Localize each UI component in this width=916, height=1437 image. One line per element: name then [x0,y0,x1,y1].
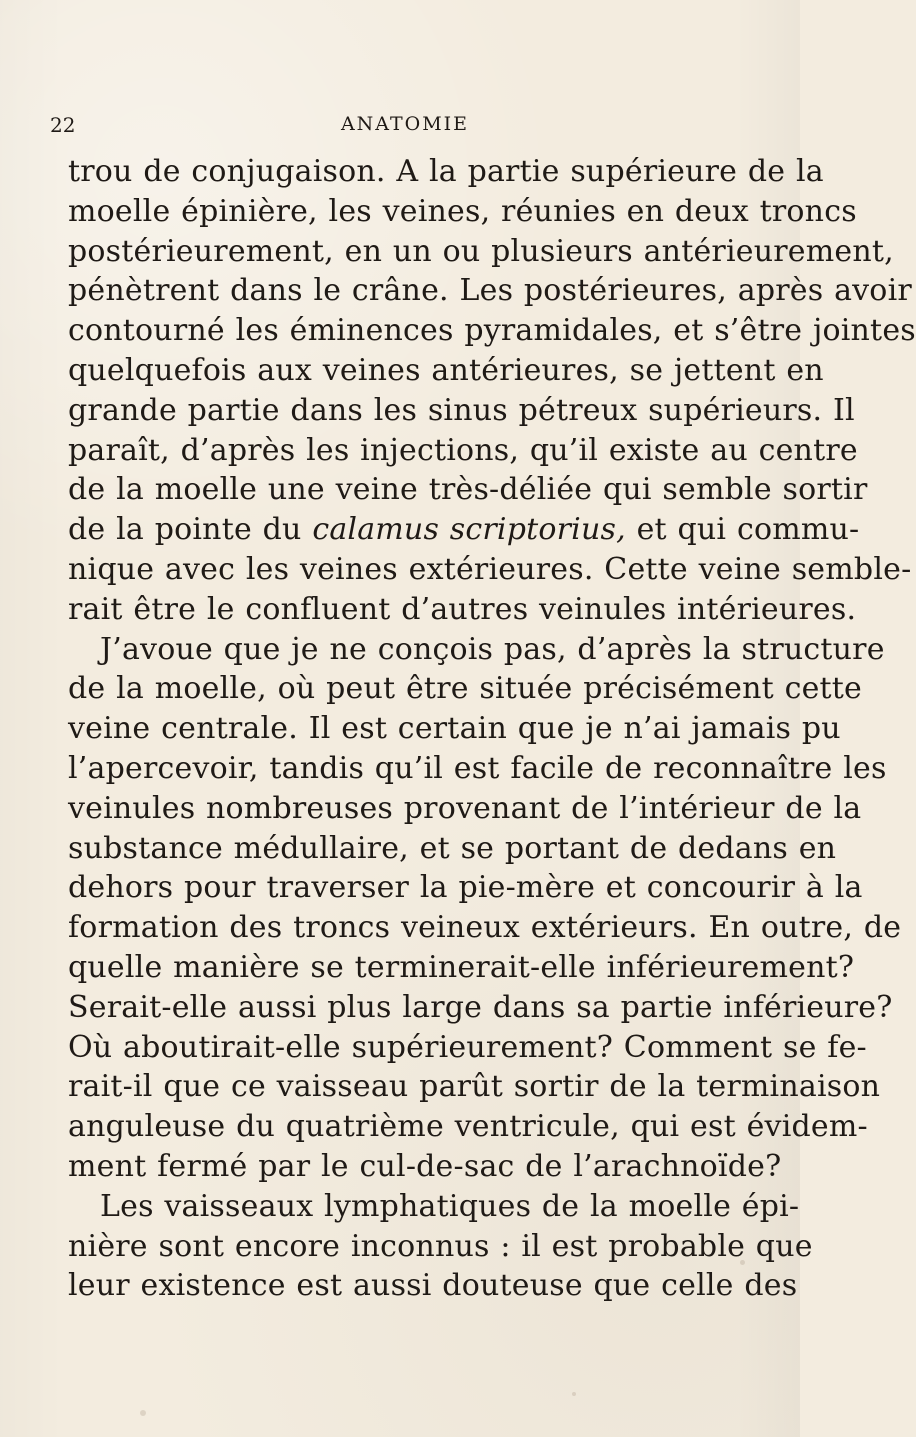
text-line-10 [68,510,860,550]
text-line-6: quelquefois aux veines antérieures, se jettent en [68,352,824,388]
text-line-15: veine centrale. Il est certain que je n’ai jamais pu [68,711,841,747]
text-line-10-italic: calamus scriptorius, [312,512,626,548]
text-line-21: quelle manière se terminerait-elle inférieurement? [68,949,855,985]
text-line-5: contourné les éminences pyramidales, et s’être jointes [68,313,916,349]
text-line-8: paraît, d’après les injections, qu’il existe au centre [68,432,858,468]
text-line-28: nière sont encore inconnus : il est probable que [68,1228,813,1264]
text-line-13: J’avoue que je ne conçois pas, d’après la structure [100,631,885,667]
text-line-27: Les vaisseaux lymphatiques de la moelle épi- [100,1188,800,1224]
text-line-26: ment fermé par le cul-de-sac de l’arachnoïde? [68,1148,782,1184]
text-line-1: trou de conjugaison. A la partie supérieure de la [68,154,824,189]
text-line-10-before: de la pointe du [68,512,313,548]
text-line-7: grande partie dans les sinus pétreux supérieurs. Il [68,392,855,428]
text-line-3: postérieurement, en un ou plusieurs antérieurement, [68,233,894,269]
text-line-9: de la moelle une veine très-déliée qui semble sortir [68,472,868,508]
running-title: ANATOMIE [340,113,470,135]
page-header [50,115,760,145]
text-line-18: substance médullaire, et se portant de dedans en [68,830,837,866]
paper-speck [572,1392,576,1396]
text-line-23: Où aboutirait-elle supérieurement? Comment se fe- [68,1029,867,1065]
body-text [68,152,916,1306]
text-line-19: dehors pour traverser la pie-mère et concourir à la [68,870,863,906]
text-line-25: anguleuse du quatrième ventricule, qui est évidem- [68,1109,868,1145]
text-line-10-after: et qui commu- [625,512,860,548]
text-line-12: rait être le confluent d’autres veinules intérieures. [68,591,857,627]
text-line-17: veinules nombreuses provenant de l’intérieur de la [68,790,862,826]
text-line-20: formation des troncs veineux extérieurs. En outre, de [68,910,902,946]
text-line-22: Serait-elle aussi plus large dans sa partie inférieure? [68,989,893,1025]
text-line-16: l’apercevoir, tandis qu’il est facile de reconnaître les [68,750,887,786]
text-line-14: de la moelle, où peut être située précisément cette [68,671,863,707]
text-line-29: leur existence est aussi douteuse que celle des [68,1268,798,1304]
text-line-24: rait-il que ce vaisseau parût sortir de la terminaison [68,1069,881,1105]
paper-speck [740,1260,745,1265]
text-line-4: pénètrent dans le crâne. Les postérieures, après avoir [68,273,912,309]
paper-speck [140,1410,146,1416]
page-number: 22 [50,113,76,137]
text-line-11: nique avec les veines extérieures. Cette veine semble- [68,551,912,587]
text-line-2: moelle épinière, les veines, réunies en deux troncs [68,193,857,229]
